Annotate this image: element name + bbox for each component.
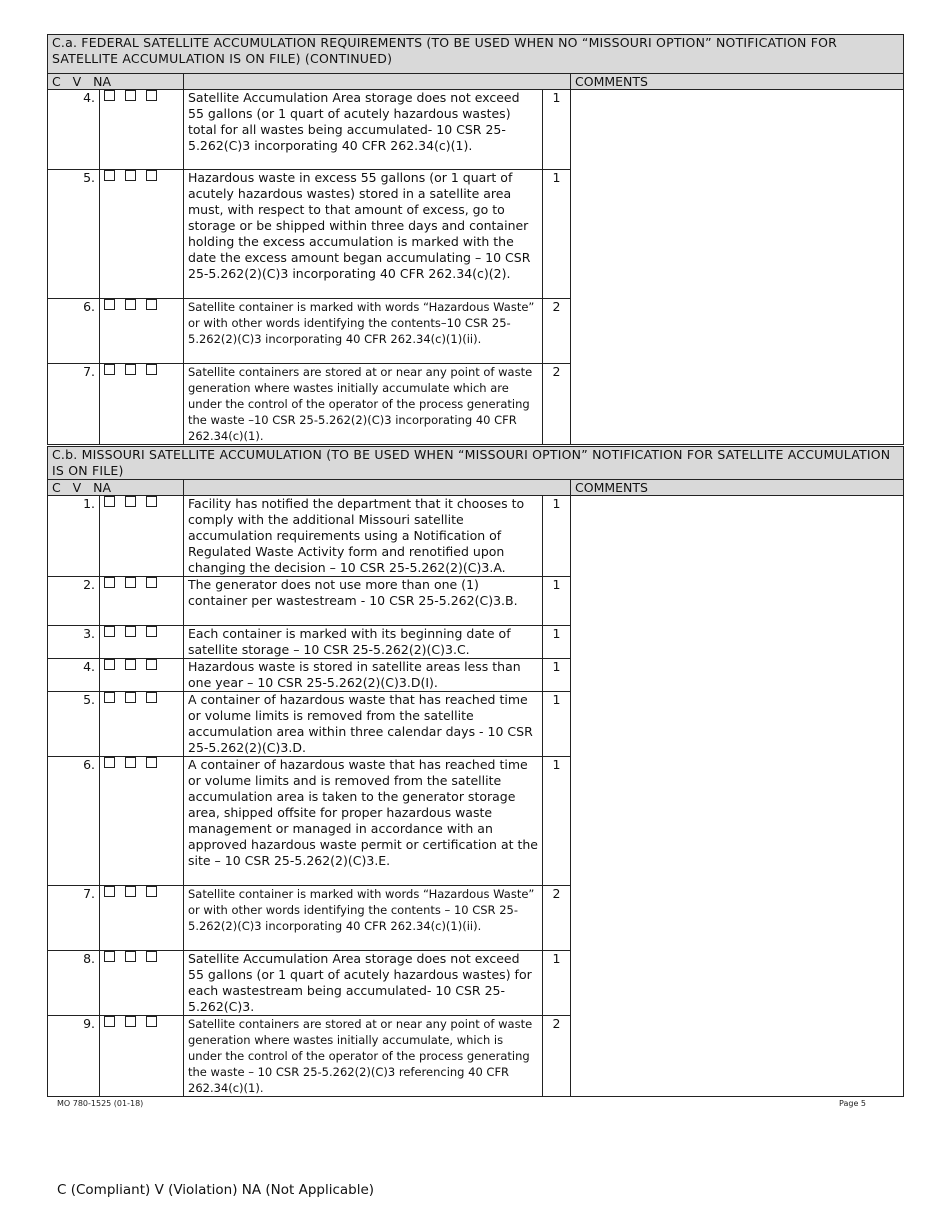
not-applicable-checkbox[interactable]: [146, 886, 157, 897]
item-description: A container of hazardous waste that has reached time or volume limits is removed from the satellite accumulation area within three calendar days - 10 CSR 25-5.262(2)(C)3.D.: [184, 692, 543, 757]
not-applicable-checkbox[interactable]: [146, 577, 157, 588]
compliant-checkbox[interactable]: [104, 757, 115, 768]
item-description: Each container is marked with its beginning date of satellite storage – 10 CSR 25-5.262(2)(C)3.C.: [184, 626, 543, 659]
item-weight: 1: [543, 577, 571, 626]
violation-checkbox[interactable]: [125, 1016, 136, 1027]
item-number: 5.: [48, 170, 100, 299]
compliant-checkbox[interactable]: [104, 496, 115, 507]
item-number: 3.: [48, 626, 100, 659]
not-applicable-checkbox[interactable]: [146, 659, 157, 670]
compliant-checkbox[interactable]: [104, 951, 115, 962]
item-weight: 1: [543, 757, 571, 886]
item-weight: 2: [543, 1016, 571, 1097]
form-id: MO 780-1525 (01-18): [57, 1099, 144, 1108]
item-number: 2.: [48, 577, 100, 626]
cvna-checkboxes: [100, 170, 184, 299]
compliant-checkbox[interactable]: [104, 170, 115, 181]
cvna-checkboxes: [100, 659, 184, 692]
not-applicable-checkbox[interactable]: [146, 364, 157, 375]
item-description: A container of hazardous waste that has reached time or volume limits and is removed from the satellite accumulation area is taken to the generator storage area, shipped offsite for proper hazardous waste management or managed in accordance with an approved hazardous waste permit or certification at the site – 10 CSR 25-5.262(2)(C)3.E.: [184, 757, 543, 886]
cvna-checkboxes: [100, 757, 184, 886]
item-weight: 1: [543, 626, 571, 659]
not-applicable-checkbox[interactable]: [146, 757, 157, 768]
page-number: Page 5: [839, 1099, 866, 1108]
item-weight: 1: [543, 951, 571, 1016]
table-row: [48, 496, 904, 577]
item-description: Satellite containers are stored at or near any point of waste generation where wastes initially accumulate which are under the control of the operator of the process generating the waste –10 CSR 25-5.262(2)(C)3 incorporating 40 CFR 262.34(c)(1).: [184, 364, 543, 445]
section-a-table: [47, 34, 904, 445]
not-applicable-checkbox[interactable]: [146, 692, 157, 703]
table-row: [48, 90, 904, 170]
legend: C (Compliant) V (Violation) NA (Not Applicable): [57, 1182, 375, 1198]
violation-checkbox[interactable]: [125, 90, 136, 101]
not-applicable-checkbox[interactable]: [146, 951, 157, 962]
item-description: Satellite Accumulation Area storage does not exceed 55 gallons (or 1 quart of acutely hazardous wastes) total for all wastes being accumulated- 10 CSR 25-5.262(C)3 incorporating 40 CFR 262.34(c)(1).: [184, 90, 543, 170]
compliant-checkbox[interactable]: [104, 90, 115, 101]
cvna-checkboxes: [100, 90, 184, 170]
section-b-title: C.b. MISSOURI SATELLITE ACCUMULATION (TO BE USED WHEN “MISSOURI OPTION” NOTIFICATION FOR SATELLITE ACCUMULATION IS ON FILE): [48, 447, 904, 480]
cvna-checkboxes: [100, 364, 184, 445]
item-number: 4.: [48, 659, 100, 692]
violation-checkbox[interactable]: [125, 299, 136, 310]
violation-checkbox[interactable]: [125, 577, 136, 588]
cvna-spacer: [184, 480, 571, 496]
violation-checkbox[interactable]: [125, 692, 136, 703]
violation-checkbox[interactable]: [125, 170, 136, 181]
item-number: 7.: [48, 886, 100, 951]
item-number: 4.: [48, 90, 100, 170]
not-applicable-checkbox[interactable]: [146, 1016, 157, 1027]
compliant-checkbox[interactable]: [104, 659, 115, 670]
cvna-checkboxes: [100, 496, 184, 577]
item-number: 6.: [48, 299, 100, 364]
item-description: Satellite container is marked with words “Hazardous Waste” or with other words identifying the contents–10 CSR 25-5.262(2)(C)3 incorporating 40 CFR 262.34(c)(1)(ii).: [184, 299, 543, 364]
comments-field[interactable]: [571, 496, 904, 1097]
item-weight: 1: [543, 496, 571, 577]
compliant-checkbox[interactable]: [104, 886, 115, 897]
item-weight: 2: [543, 299, 571, 364]
compliant-checkbox[interactable]: [104, 626, 115, 637]
cvna-spacer: [184, 74, 571, 90]
item-description: Satellite container is marked with words “Hazardous Waste” or with other words identifying the contents – 10 CSR 25-5.262(2)(C)3 incorporating 40 CFR 262.34(c)(1)(ii).: [184, 886, 543, 951]
violation-checkbox[interactable]: [125, 951, 136, 962]
cvna-checkboxes: [100, 626, 184, 659]
item-weight: 2: [543, 364, 571, 445]
cvna-header: C V NA: [48, 480, 184, 496]
item-description: Hazardous waste in excess 55 gallons (or 1 quart of acutely hazardous wastes) stored in a satellite area must, with respect to that amount of excess, go to storage or be shipped within three days and container holding the excess accumulation is marked with the date the excess amount began accumulating – 10 CSR 25-5.262(2)(C)3 incorporating 40 CFR 262.34(c)(2).: [184, 170, 543, 299]
item-weight: 1: [543, 659, 571, 692]
violation-checkbox[interactable]: [125, 626, 136, 637]
cvna-header: C V NA: [48, 74, 184, 90]
violation-checkbox[interactable]: [125, 757, 136, 768]
item-number: 6.: [48, 757, 100, 886]
violation-checkbox[interactable]: [125, 886, 136, 897]
item-weight: 2: [543, 886, 571, 951]
item-number: 8.: [48, 951, 100, 1016]
compliant-checkbox[interactable]: [104, 577, 115, 588]
item-description: Satellite containers are stored at or near any point of waste generation where wastes initially accumulate, which is under the control of the operator of the process generating the waste – 10 CSR 25-5.262(2)(C)3 referencing 40 CFR 262.34(c)(1).: [184, 1016, 543, 1097]
violation-checkbox[interactable]: [125, 496, 136, 507]
section-a-title: C.a. FEDERAL SATELLITE ACCUMULATION REQUIREMENTS (TO BE USED WHEN NO “MISSOURI OPTION” NOTIFICATION FOR SATELLITE ACCUMULATION IS ON FILE) (CONTINUED): [48, 35, 904, 74]
cvna-checkboxes: [100, 692, 184, 757]
not-applicable-checkbox[interactable]: [146, 299, 157, 310]
comments-header: COMMENTS: [571, 480, 904, 496]
item-description: The generator does not use more than one (1) container per wastestream - 10 CSR 25-5.262(C)3.B.: [184, 577, 543, 626]
item-number: 5.: [48, 692, 100, 757]
item-description: Satellite Accumulation Area storage does not exceed 55 gallons (or 1 quart of acutely hazardous wastes) for each wastestream being accumulated- 10 CSR 25-5.262(C)3.: [184, 951, 543, 1016]
item-weight: 1: [543, 90, 571, 170]
item-number: 9.: [48, 1016, 100, 1097]
comments-field[interactable]: [571, 90, 904, 445]
item-weight: 1: [543, 692, 571, 757]
cvna-checkboxes: [100, 951, 184, 1016]
item-number: 7.: [48, 364, 100, 445]
not-applicable-checkbox[interactable]: [146, 626, 157, 637]
cvna-checkboxes: [100, 1016, 184, 1097]
cvna-checkboxes: [100, 577, 184, 626]
item-description: Facility has notified the department that it chooses to comply with the additional Missouri satellite accumulation requirements using a Notification of Regulated Waste Activity form and renotified upon changing the decision – 10 CSR 25-5.262(2)(C)3.A.: [184, 496, 543, 577]
item-weight: 1: [543, 170, 571, 299]
violation-checkbox[interactable]: [125, 659, 136, 670]
compliant-checkbox[interactable]: [104, 1016, 115, 1027]
not-applicable-checkbox[interactable]: [146, 170, 157, 181]
comments-header: COMMENTS: [571, 74, 904, 90]
not-applicable-checkbox[interactable]: [146, 90, 157, 101]
compliant-checkbox[interactable]: [104, 692, 115, 703]
item-number: 1.: [48, 496, 100, 577]
cvna-checkboxes: [100, 299, 184, 364]
section-b-table: [47, 446, 904, 1097]
compliant-checkbox[interactable]: [104, 299, 115, 310]
not-applicable-checkbox[interactable]: [146, 496, 157, 507]
cvna-checkboxes: [100, 886, 184, 951]
compliant-checkbox[interactable]: [104, 364, 115, 375]
violation-checkbox[interactable]: [125, 364, 136, 375]
item-description: Hazardous waste is stored in satellite areas less than one year – 10 CSR 25-5.262(2)(C)3.D(I).: [184, 659, 543, 692]
